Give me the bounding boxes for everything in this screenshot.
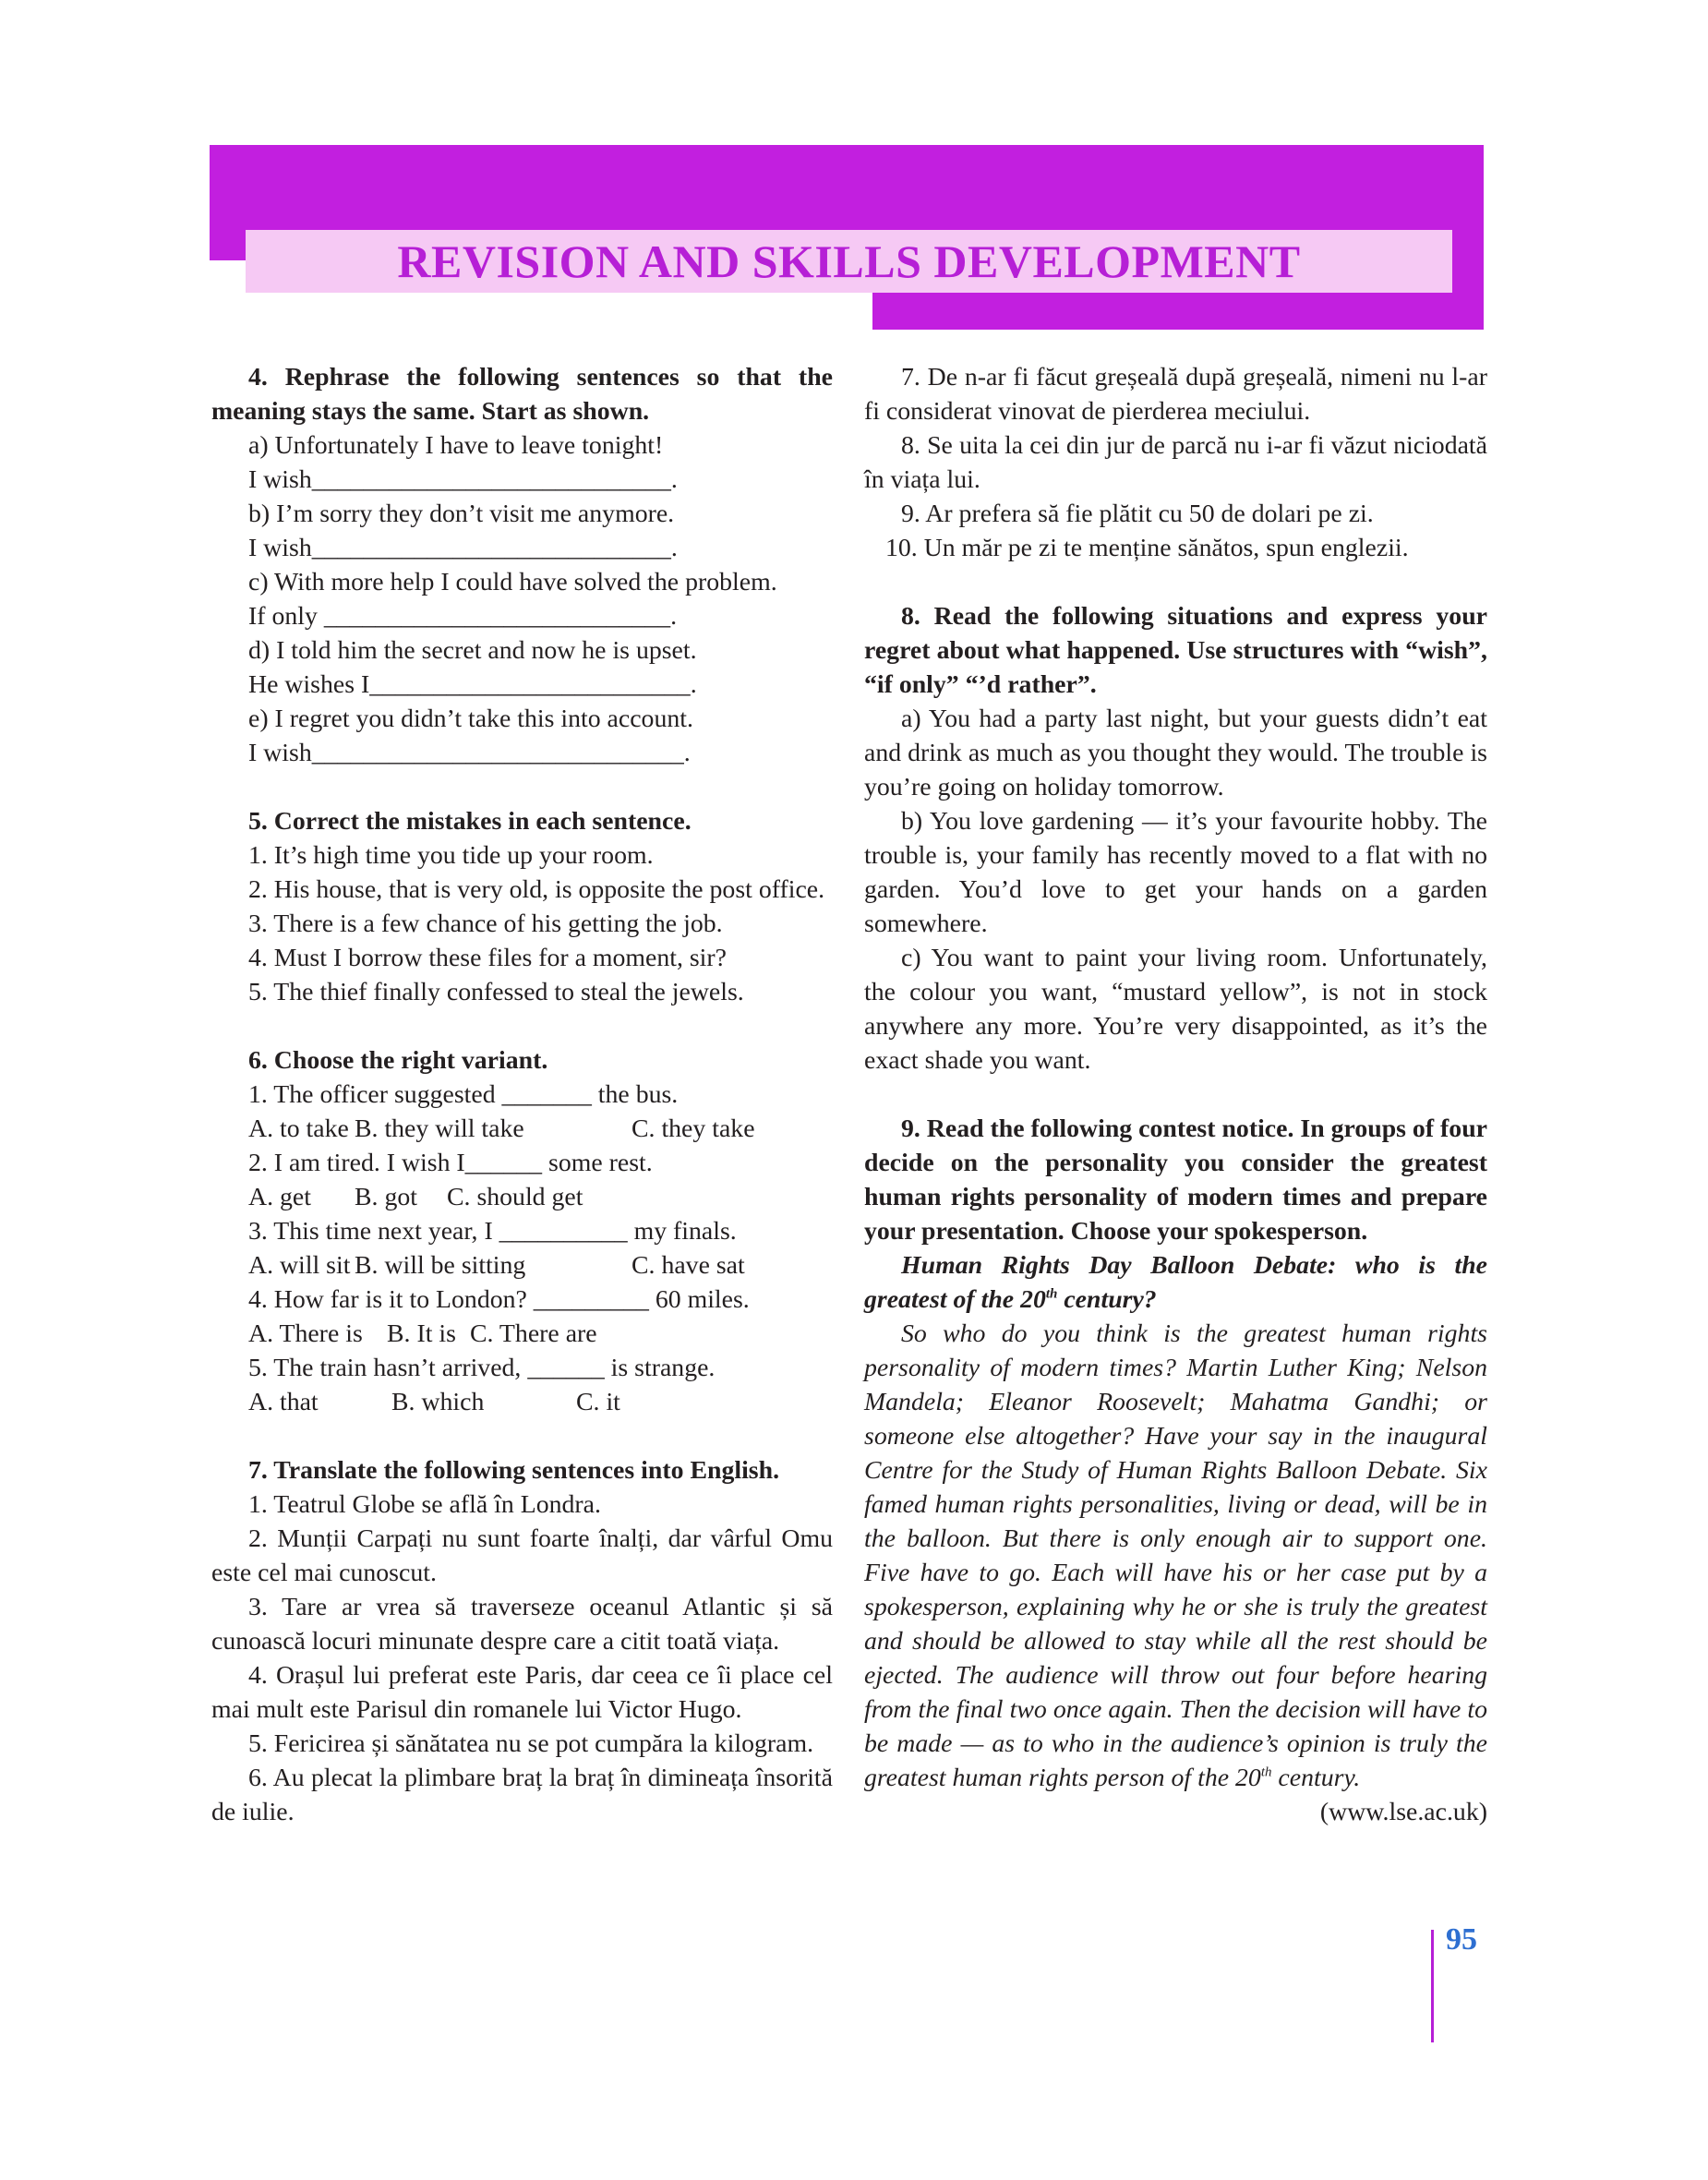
options-row (211, 1180, 833, 1214)
exercise-8 (864, 599, 1487, 1078)
exercise-item: 5. The thief finally confessed to steal the jewels. (248, 978, 744, 1006)
exercise-item: a) You had a party last night, but your guests didn’t eat and drink as much as you thought they would. The trouble is you’re going on holiday tomorrow. (864, 705, 1487, 801)
question: 1. The officer suggested _______ the bus. (248, 1080, 679, 1109)
notice-title-text: Human Rights Day Balloon Debate: who is the greatest of the 20 (864, 1251, 1487, 1314)
option-b: B. will be sitting (355, 1251, 526, 1280)
exercise-item: 10. Un măr pe zi te menține sănătos, spun englezii. (885, 534, 1409, 562)
option-a: A. will sit (248, 1251, 351, 1280)
question: 3. This time next year, I __________ my finals. (248, 1217, 737, 1246)
option-b: B. which (391, 1388, 485, 1416)
page-title: REVISION AND SKILLS DEVELOPMENT (397, 235, 1301, 287)
option-a: A. There is (248, 1319, 363, 1348)
exercise-item: e) I regret you didn’t take this into account. (248, 705, 693, 733)
exercise-item: 9. Ar prefera să fie plătit cu 50 de dolari pe zi. (901, 500, 1374, 528)
exercise-item: 1. Teatrul Globe se află în Londra. (248, 1490, 601, 1519)
notice-title (864, 1248, 1487, 1317)
notice-title-sup: th (1045, 1286, 1058, 1302)
exercise-item: 5. Fericirea și sănătatea nu se pot cumpăra la kilogram. (248, 1729, 814, 1758)
exercise-7-continued (864, 360, 1487, 565)
exercise-item: b) You love gardening — it’s your favourite hobby. The trouble is, your family has recently moved to a flat with no garden. You’d love to get your hands on a garden somewhere. (864, 807, 1487, 938)
left-column (211, 360, 833, 1829)
exercise-heading: 4. Rephrase the following sentences so that the meaning stays the same. Start as shown. (211, 363, 833, 426)
exercise-heading: 5. Correct the mistakes in each sentence. (248, 807, 692, 836)
option-c: C. it (576, 1388, 620, 1416)
page-number: 95 (1446, 1922, 1477, 1957)
exercise-7 (211, 1453, 833, 1829)
answer-line: I wish_____________________________. (248, 739, 691, 767)
right-column (864, 360, 1487, 1829)
source-citation: (www.lse.ac.uk) (1319, 1798, 1487, 1826)
answer-line: He wishes I_________________________. (248, 670, 697, 699)
exercise-item: d) I told him the secret and now he is upset. (248, 636, 697, 665)
notice-body-text: So who do you think is the greatest human rights personality of modern times? Martin Luther King; Nelson Mandela; Eleanor Roosevelt; Mahatma Gandhi; or someone else altogether? Have your say in the inaugural Centre for the Study of Human Rights Balloon Debate. Six famed human rights personalities, living or dead, will be in the balloon. But there is only enough air to support one. Five have to go. Each will have his or her case put by a spokesperson, explaining why he or she is truly the greatest and should be allowed to stay while all the rest should be ejected. The audience will throw out four before hearing from the final two once again. Then the decision will have to be made — as to who in the audience’s opinion is truly the greatest human rights person of the 20 (864, 1319, 1487, 1792)
notice-body (864, 1317, 1487, 1795)
question: 5. The train hasn’t arrived, ______ is strange. (248, 1354, 716, 1382)
exercise-item: 4. Orașul lui preferat este Paris, dar ceea ce îi place cel mai mult este Parisul din romanele lui Victor Hugo. (211, 1661, 833, 1724)
option-a: A. that (248, 1388, 319, 1416)
options-row (211, 1112, 833, 1146)
exercise-item: 3. Tare ar vrea să traverseze oceanul Atlantic și să cunoască locuri minunate despre care a citit toată viața. (211, 1593, 833, 1656)
option-a: A. to take (248, 1114, 349, 1143)
exercise-item: a) Unfortunately I have to leave tonight! (248, 431, 664, 460)
question: 2. I am tired. I wish I______ some rest. (248, 1149, 653, 1177)
exercise-item: 1. It’s high time you tide up your room. (248, 841, 654, 870)
exercise-item: c) You want to paint your living room. Unfortunately, the colour you want, “mustard yellow”, is not in stock anywhere any more. You’re very disappointed, as it’s the exact shade you want. (864, 944, 1487, 1075)
question: 4. How far is it to London? _________ 60 miles. (248, 1285, 750, 1314)
exercise-item: 4. Must I borrow these files for a moment, sir? (248, 944, 727, 972)
answer-line: If only ___________________________. (248, 602, 678, 631)
options-row (211, 1317, 833, 1351)
answer-line: I wish____________________________. (248, 534, 678, 562)
option-c: C. they take (631, 1114, 755, 1143)
exercise-heading: 7. Translate the following sentences into English. (248, 1456, 780, 1485)
page-number-bar (1431, 1930, 1434, 2042)
exercise-heading: 8. Read the following situations and express your regret about what happened. Use structures with “wish”, “if only” “’d rather”. (864, 602, 1487, 699)
options-row (211, 1248, 833, 1283)
exercise-heading: 9. Read the following contest notice. In groups of four decide on the personality you consider the greatest human rights personality of modern times and prepare your presentation. Choose your spokesperson. (864, 1114, 1487, 1246)
answer-line: I wish____________________________. (248, 465, 678, 494)
exercise-4 (211, 360, 833, 770)
exercise-item: c) With more help I could have solved the problem. (248, 568, 777, 596)
exercise-5 (211, 804, 833, 1009)
option-c: C. should get (447, 1183, 583, 1211)
exercise-item: 6. Au plecat la plimbare braț la braț în dimineața însorită de iulie. (211, 1764, 833, 1826)
option-a: A. get (248, 1183, 311, 1211)
option-c: C. have sat (631, 1251, 745, 1280)
exercise-item: 3. There is a few chance of his getting the job. (248, 909, 723, 938)
options-row (211, 1385, 833, 1419)
exercise-9 (864, 1112, 1487, 1829)
notice-body-sup: th (1260, 1764, 1272, 1780)
option-b: B. they will take (355, 1114, 524, 1143)
exercise-item: 2. Munții Carpați nu sunt foarte înalți, dar vârful Omu este cel mai cunoscut. (211, 1524, 833, 1587)
exercise-item: 2. His house, that is very old, is opposite the post office. (248, 875, 825, 904)
option-b: B. It is (387, 1319, 456, 1348)
exercise-item: 8. Se uita la cei din jur de parcă nu i-ar fi văzut niciodată în viața lui. (864, 431, 1487, 494)
option-b: B. got (355, 1183, 417, 1211)
exercise-item: b) I’m sorry they don’t visit me anymore. (248, 500, 675, 528)
notice-title-end: century? (1057, 1285, 1157, 1314)
notice-body-end: century. (1271, 1764, 1361, 1792)
exercise-6 (211, 1043, 833, 1419)
option-c: C. There are (470, 1319, 597, 1348)
exercise-item: 7. De n-ar fi făcut greșeală după greșeală, nimeni nu l-ar fi considerat vinovat de pierderea meciului. (864, 363, 1487, 426)
exercise-heading: 6. Choose the right variant. (248, 1046, 548, 1075)
